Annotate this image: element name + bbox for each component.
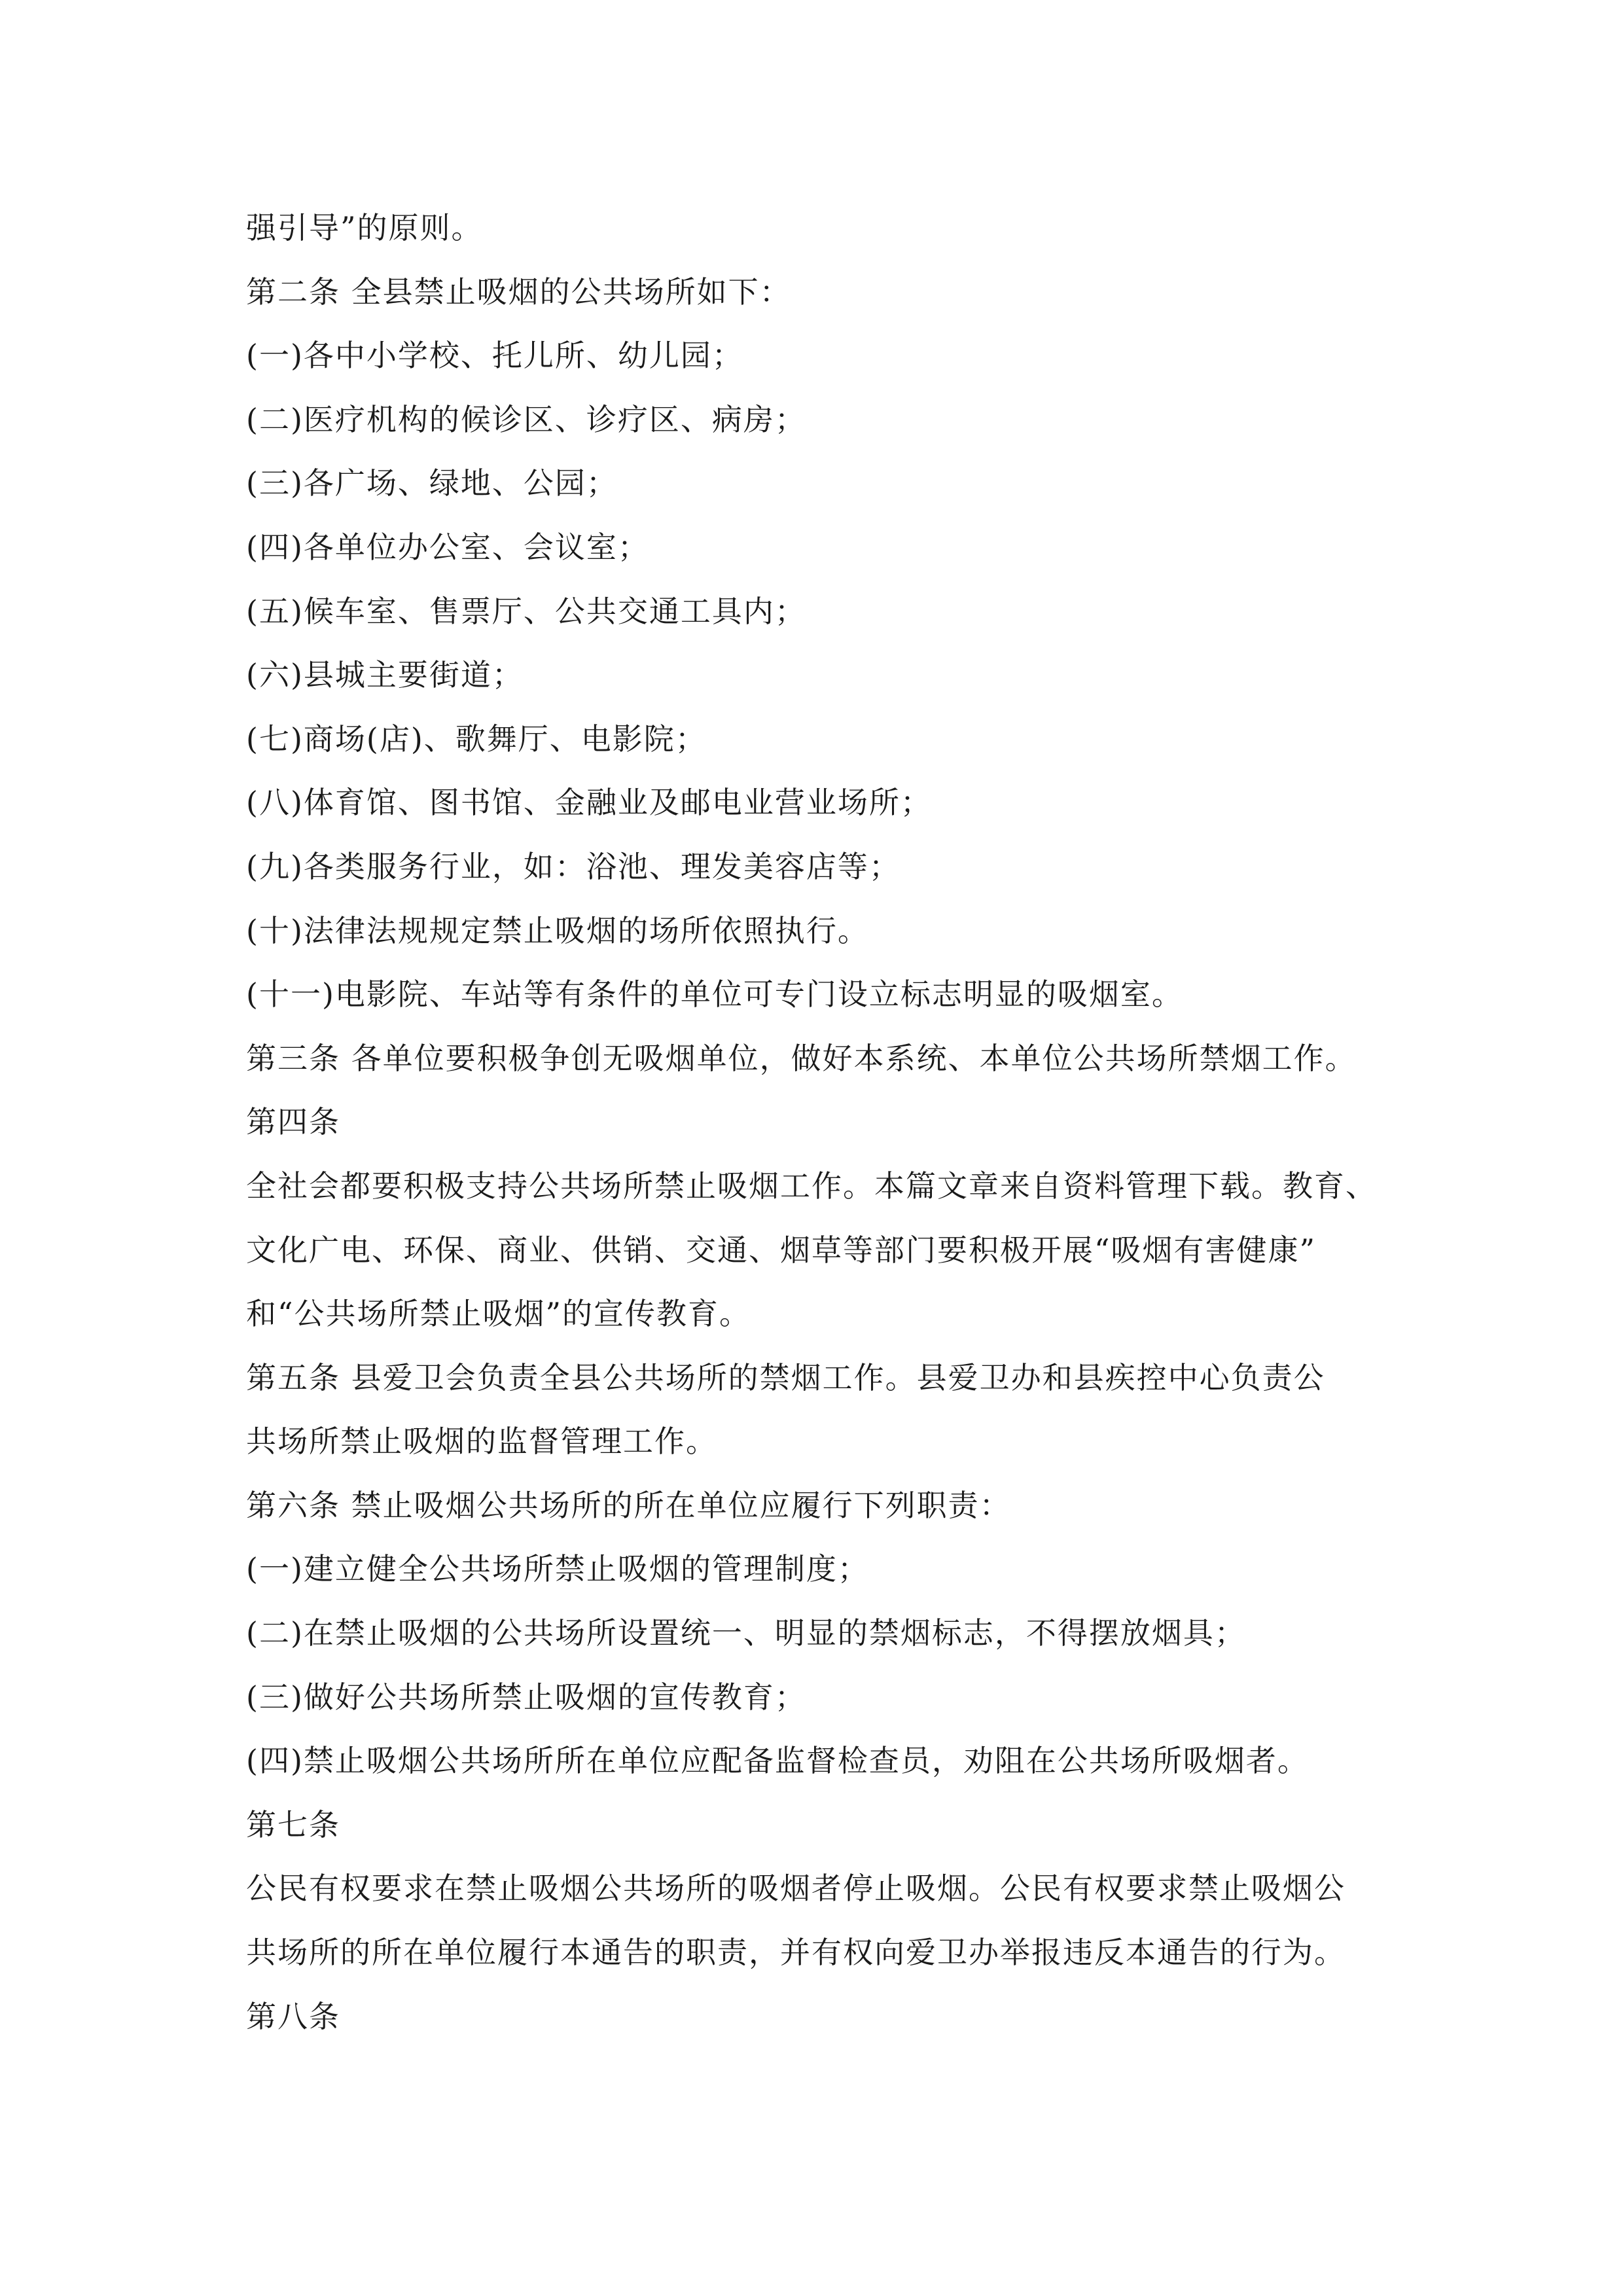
text-line: 公民有权要求在禁止吸烟公共场所的吸烟者停止吸烟。公民有权要求禁止吸烟公 xyxy=(246,1871,1346,1907)
list-item: (四)各单位办公室、会议室； xyxy=(246,529,649,565)
list-item: (十一)电影院、车站等有条件的单位可专门设立标志明显的吸烟室。 xyxy=(246,977,1183,1013)
text-line: 文化广电、环保、商业、供销、交通、烟草等部门要积极开展“吸烟有害健康” xyxy=(246,1232,1317,1268)
article-8-heading: 第八条 xyxy=(246,1998,340,2034)
list-item: (六)县城主要街道； xyxy=(246,657,524,693)
text-line: 和“公共场所禁止吸烟”的宣传教育。 xyxy=(246,1296,751,1332)
article-2-heading: 第二条 全县禁止吸烟的公共场所如下： xyxy=(246,274,791,310)
list-item: (八)体育馆、图书馆、金融业及邮电业营业场所； xyxy=(246,785,932,821)
list-item: (三)各广场、绿地、公园； xyxy=(246,465,618,501)
list-item: (一)各中小学校、托儿所、幼儿园； xyxy=(246,338,743,374)
text-line: 共场所的所在单位履行本通告的职责，并有权向爱卫办举报违反本通告的行为。 xyxy=(246,1935,1346,1971)
text-line: 共场所禁止吸烟的监督管理工作。 xyxy=(246,1424,717,1460)
article-4-heading: 第四条 xyxy=(246,1104,340,1140)
text-line: 强引导”的原则。 xyxy=(246,210,483,245)
list-item: (九)各类服务行业，如：浴池、理发美容店等； xyxy=(246,848,901,884)
article-5: 第五条 县爱卫会负责全县公共场所的禁烟工作。县爱卫办和县疾控中心负责公 xyxy=(246,1359,1325,1395)
list-item: (三)做好公共场所禁止吸烟的宣传教育； xyxy=(246,1679,806,1715)
text-line: 全社会都要积极支持公共场所禁止吸烟工作。本篇文章来自资料管理下载。教育、 xyxy=(246,1168,1377,1204)
list-item: (二)在禁止吸烟的公共场所设置统一、明显的禁烟标志，不得摆放烟具； xyxy=(246,1615,1246,1651)
list-item: (七)商场(店)、歌舞厅、电影院； xyxy=(246,721,707,757)
list-item: (二)医疗机构的候诊区、诊疗区、病房； xyxy=(246,401,806,437)
article-6-heading: 第六条 禁止吸烟公共场所的所在单位应履行下列职责： xyxy=(246,1487,1011,1523)
list-item: (十)法律法规规定禁止吸烟的场所依照执行。 xyxy=(246,912,869,948)
list-item: (五)候车室、售票厅、公共交通工具内； xyxy=(246,593,806,629)
list-item: (一)建立健全公共场所禁止吸烟的管理制度； xyxy=(246,1551,869,1587)
document-body xyxy=(246,196,1411,2049)
list-item: (四)禁止吸烟公共场所所在单位应配备监督检查员，劝阻在公共场所吸烟者。 xyxy=(246,1743,1309,1779)
article-3: 第三条 各单位要积极争创无吸烟单位，做好本系统、本单位公共场所禁烟工作。 xyxy=(246,1040,1357,1076)
article-7-heading: 第七条 xyxy=(246,1806,340,1842)
